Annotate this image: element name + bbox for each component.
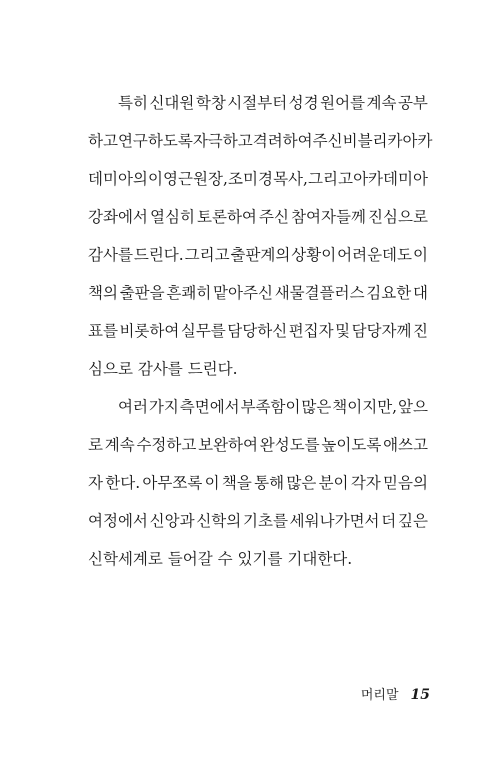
text-line: 여러 가지 측면에서 부족함이 많은 책이지만, 앞으 xyxy=(118,398,428,416)
text-line: 하고 연구하도록 자극하고 격려하여 주신 비블리카아카 xyxy=(88,132,433,150)
text-line: 신학세계로 들어갈 수 있기를 기대한다. xyxy=(88,550,353,568)
page-footer xyxy=(0,684,430,703)
text-line: 자 한다. 아무쪼록 이 책을 통해 많은 분이 각자 믿음의 xyxy=(88,474,428,492)
text-line: 강좌에서 열심히 토론하여 주신 참여자들께 진심으로 xyxy=(88,208,428,226)
body-text xyxy=(88,84,433,578)
text-line: 심으로 감사를 드린다. xyxy=(88,360,238,378)
page-number: 15 xyxy=(410,687,430,703)
text-line: 책의 출판을 흔쾌히 맡아주신 새물결플러스 김요한 대 xyxy=(88,284,428,302)
text-line: 데미아의 이영근 원장, 조미경 목사, 그리고 아카데미아 xyxy=(88,170,428,188)
running-header-title: 머리말 xyxy=(360,688,399,703)
text-line: 로 계속 수정하고 보완하여 완성도를 높이도록 애쓰고 xyxy=(88,436,428,454)
text-line: 감사를 드린다. 그리고 출판계의 상황이 어려운데도 이 xyxy=(88,246,428,264)
text-line: 표를 비롯하여 실무를 담당하신 편집자 및 담당자께 진 xyxy=(88,322,428,340)
text-line: 특히 신대원 학창 시절부터 성경 원어를 계속 공부 xyxy=(118,94,428,112)
text-line: 여정에서 신앙과 신학의 기초를 세워나가면서 더 깊은 xyxy=(88,512,428,530)
